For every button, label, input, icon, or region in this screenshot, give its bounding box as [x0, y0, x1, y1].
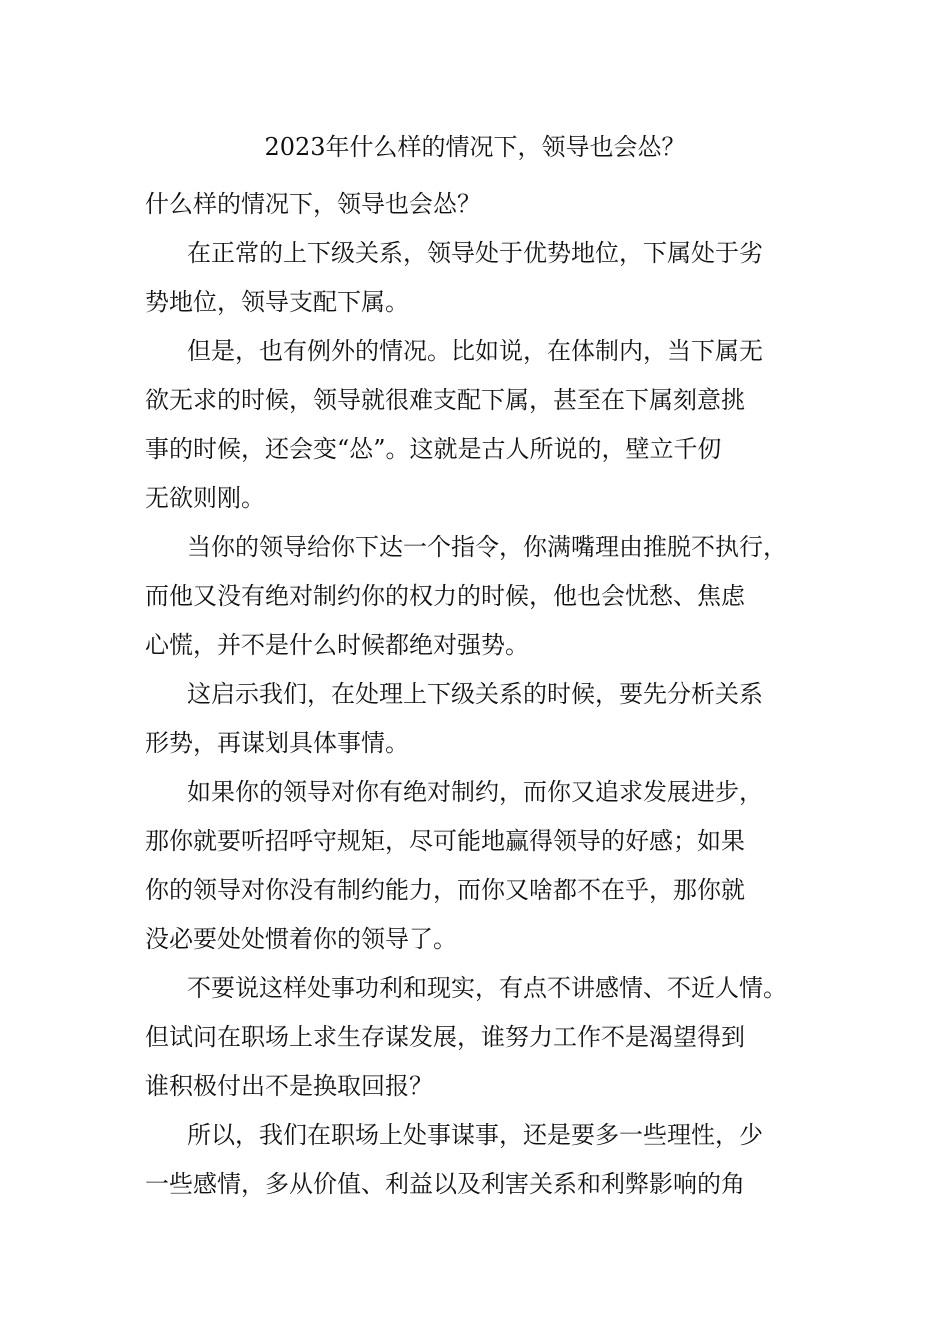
- text-line: 没必要处处惯着你的领导了。: [145, 925, 457, 953]
- text-line: 但是，也有例外的情况。比如说，在体制内，当下属无: [187, 337, 763, 365]
- text-line: 事的时候，还会变“怂”。这就是古人所说的，壁立千仞: [145, 435, 722, 463]
- text-line: 欲无求的时候，领导就很难支配下属，甚至在下属刻意挑: [145, 386, 745, 414]
- text-line: 谁积极付出不是换取回报？: [145, 1072, 433, 1100]
- text-line: 心慌，并不是什么时候都绝对强势。: [145, 631, 529, 659]
- text-line: 势地位，领导支配下属。: [145, 288, 409, 316]
- text-line: 在正常的上下级关系，领导处于优势地位，下属处于劣: [187, 239, 763, 267]
- text-line: 不要说这样处事功利和现实，有点不讲感情、不近人情。: [187, 974, 787, 1002]
- text-line: 那你就要听招呼守规矩，尽可能地赢得领导的好感；如果: [145, 827, 745, 855]
- text-line: 如果你的领导对你有绝对制约，而你又追求发展进步，: [187, 778, 763, 806]
- text-line: 但试问在职场上求生存谋发展，谁努力工作不是渴望得到: [145, 1023, 745, 1051]
- text-line: 你的领导对你没有制约能力，而你又啥都不在乎，那你就: [145, 876, 745, 904]
- text-line: 所以，我们在职场上处事谋事，还是要多一些理性，少: [187, 1121, 763, 1149]
- text-line: 什么样的情况下，领导也会怂？: [145, 190, 481, 218]
- text-line: 当你的领导给你下达一个指令，你满嘴理由推脱不执行，: [187, 533, 787, 561]
- document-title: 2023年什么样的情况下，领导也会怂？: [264, 133, 686, 161]
- text-line: 一些感情，多从价值、利益以及利害关系和利弊影响的角: [145, 1170, 745, 1198]
- text-line: 无欲则刚。: [145, 484, 265, 512]
- text-line: 而他又没有绝对制约你的权力的时候，他也会忧愁、焦虑: [145, 582, 745, 610]
- document-body: [145, 180, 825, 1209]
- text-line: 这启示我们，在处理上下级关系的时候，要先分析关系: [187, 680, 763, 708]
- text-line: 形势，再谋划具体事情。: [145, 729, 409, 757]
